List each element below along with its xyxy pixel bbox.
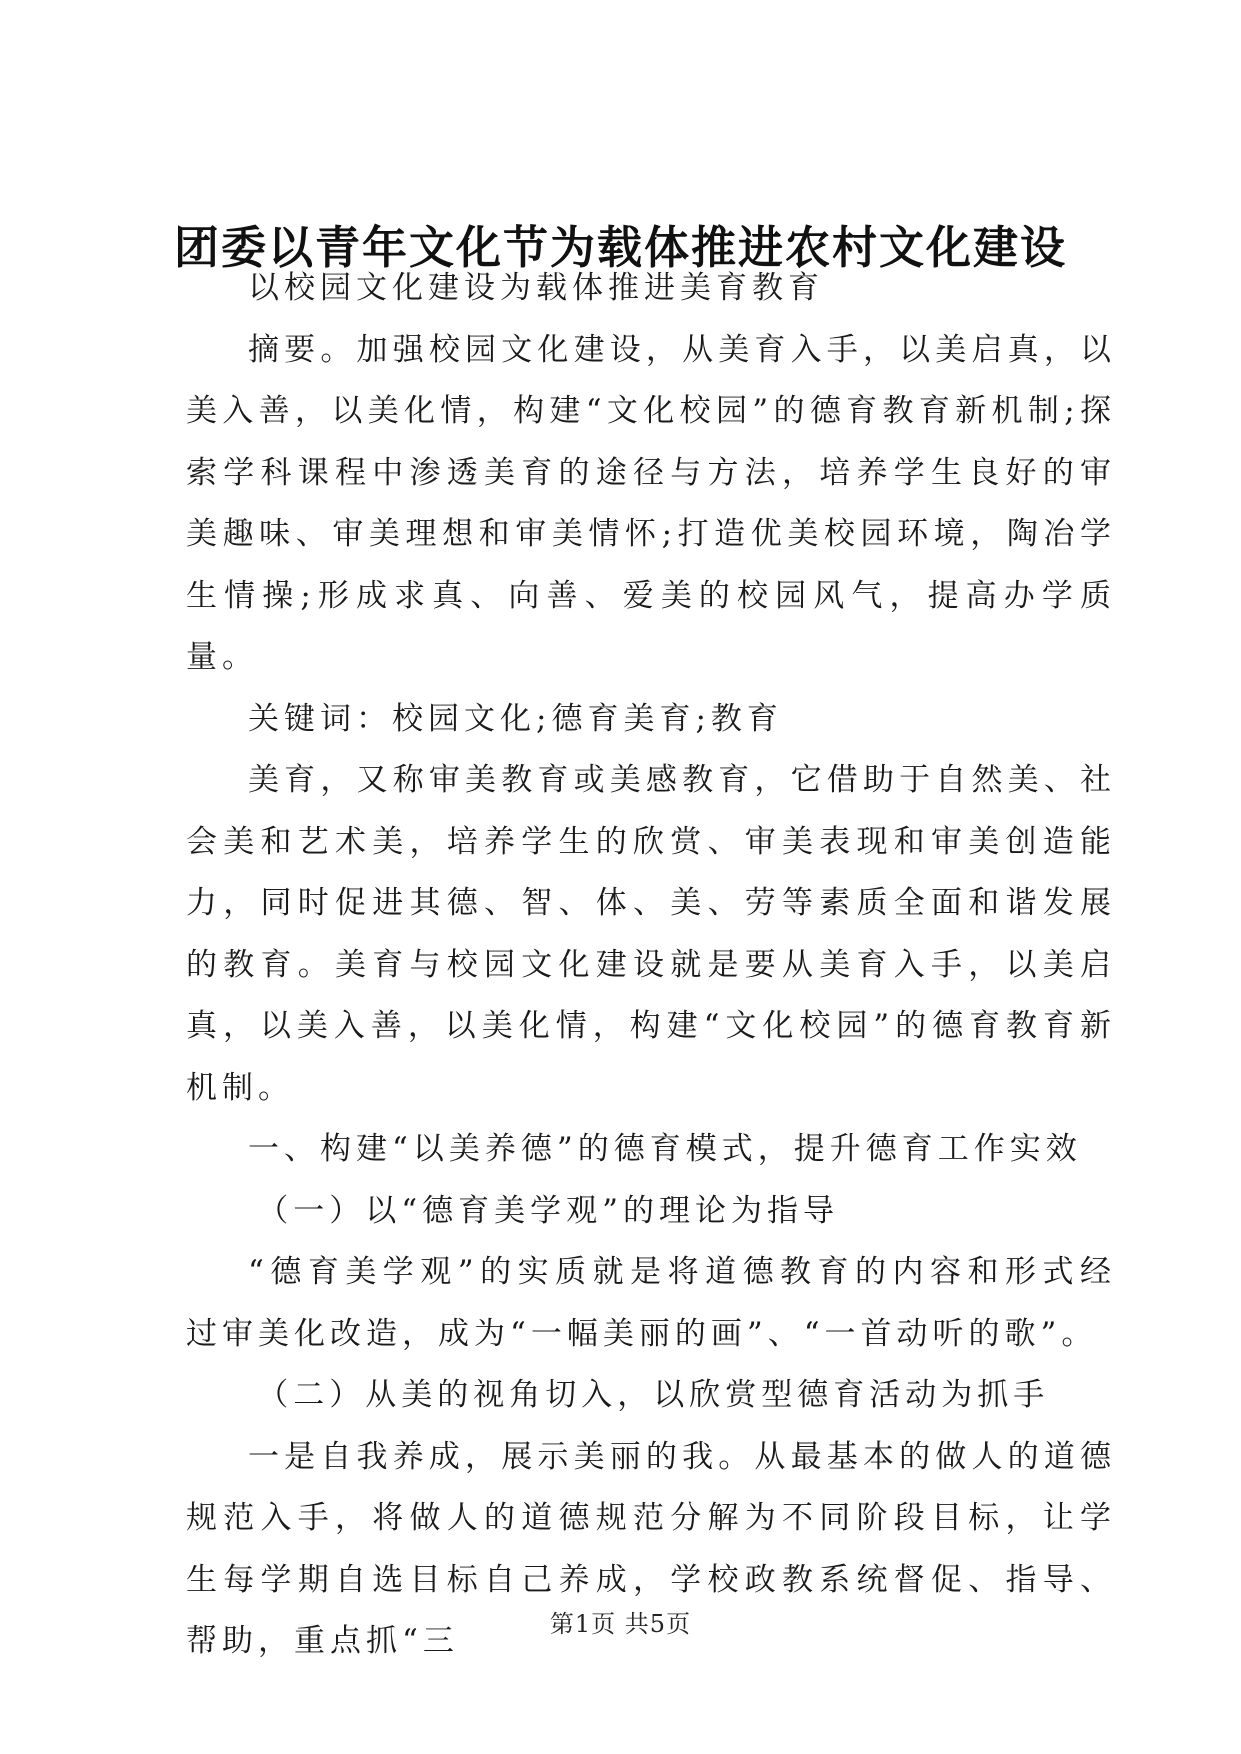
subtitle-paragraph: 以校园文化建设为载体推进美育教育: [248, 270, 824, 306]
document-title: 团委以青年文化节为载体推进农村文化建设: [173, 221, 1067, 274]
body-paragraph: “德育美学观”的实质就是将道德教育的内容和形式经过审美化改造，成为“一幅美丽的画”、“一首动听的歌”。: [186, 1254, 1116, 1352]
body-paragraph: 美育，又称审美教育或美感教育，它借助于自然美、社会美和艺术美，培养学生的欣赏、审美表现和审美创造能力，同时促进其德、智、体、美、劳等素质全面和谐发展的教育。美育与校园文化建设就是要从美育入手，以美启真，以美入善，以美化情，构建“文化校园”的德育教育新机制。: [186, 762, 1116, 1106]
keywords-paragraph: 关键词：校园文化;德育美育;教育: [248, 700, 783, 737]
subsection-heading: （二）从美的视角切入，以欣赏型德育活动为抓手: [257, 1377, 1050, 1413]
body-paragraph: 一是自我养成，展示美丽的我。从最基本的做人的道德规范入手，将做人的道德规范分解为不同阶段目标，让学生每学期自选目标自己养成，学校政教系统督促、指导、帮助，重点抓“三: [186, 1438, 1116, 1659]
section-heading: 一、构建“以美养德”的德育模式，提升德育工作实效: [248, 1131, 1082, 1167]
document-body: [186, 258, 1116, 1673]
subsection-heading: （一）以“德育美学观”的理论为指导: [257, 1192, 839, 1229]
abstract-paragraph: 摘要。加强校园文化建设，从美育入手，以美启真，以美入善，以美化情，构建“文化校园”的德育教育新机制;探索学科课程中渗透美育的途径与方法，培养学生良好的审美趣味、审美理想和审美情怀;打造优美校园环境，陶冶学生情操;形成求真、向善、爱美的校园风气，提高办学质量。: [186, 331, 1116, 675]
page-footer: 第1页 共5页: [549, 1610, 692, 1638]
